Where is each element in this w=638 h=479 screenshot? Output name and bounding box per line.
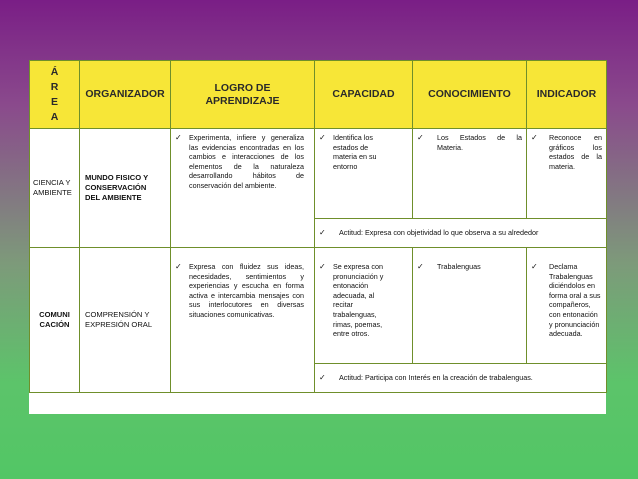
header-logro-line2: APRENDIZAJE bbox=[205, 94, 280, 107]
header-area-letter: R bbox=[50, 80, 59, 93]
conocimiento-cell bbox=[413, 248, 527, 364]
organizador-line: COMPRENSIÓN Y bbox=[85, 310, 150, 319]
capacidad-cell bbox=[315, 248, 413, 364]
check-icon: ✓ bbox=[417, 133, 424, 142]
area-line: COMUNI bbox=[39, 310, 70, 319]
area-cell bbox=[30, 248, 80, 393]
area-cell bbox=[30, 129, 80, 248]
area-line: CACIÓN bbox=[39, 320, 70, 329]
organizador-line: CONSERVACIÓN bbox=[85, 183, 147, 192]
capacidad-cell bbox=[315, 129, 413, 219]
header-organizador: ORGANIZADOR bbox=[80, 61, 171, 129]
table-row bbox=[30, 129, 607, 219]
organizador-line: EXPRESIÓN ORAL bbox=[85, 320, 153, 329]
check-icon: ✓ bbox=[319, 373, 326, 383]
header-area-letter: E bbox=[50, 95, 58, 108]
indicador-text: Reconoce en gráficos los estados de la materia. bbox=[549, 133, 602, 171]
organizador-cell bbox=[80, 129, 171, 248]
check-icon: ✓ bbox=[175, 262, 182, 271]
header-logro-line1: LOGRO DE bbox=[214, 81, 271, 94]
logro-cell bbox=[171, 129, 315, 248]
organizador-line: DEL AMBIENTE bbox=[85, 193, 142, 202]
header-row bbox=[30, 61, 607, 129]
actitud-cell bbox=[315, 218, 607, 247]
table-row bbox=[30, 248, 607, 364]
check-icon: ✓ bbox=[175, 133, 182, 142]
area-line: CIENCIA Y bbox=[33, 178, 71, 187]
logro-cell bbox=[171, 248, 315, 393]
check-icon: ✓ bbox=[319, 133, 326, 142]
capacidad-text: Se expresa con pronunciación y entonación adecuada, al recitar trabalenguas, rimas, poemas, entre otros. bbox=[333, 262, 384, 339]
header-indicador: INDICADOR bbox=[527, 61, 607, 129]
actitud-cell bbox=[315, 363, 607, 392]
actitud-text: Actitud: Expresa con objetividad lo que observa a su alrededor bbox=[339, 228, 539, 238]
area-line: AMBIENTE bbox=[33, 188, 72, 197]
curriculum-table bbox=[29, 60, 607, 393]
check-icon: ✓ bbox=[319, 262, 326, 271]
curriculum-table-sheet bbox=[29, 60, 606, 414]
conocimiento-cell bbox=[413, 129, 527, 219]
actitud-text: Actitud: Participa con Interés en la creación de trabalenguas. bbox=[339, 373, 533, 383]
organizador-line: MUNDO FISICO Y bbox=[85, 173, 149, 182]
header-area bbox=[30, 61, 80, 129]
conocimiento-text: Los Estados de la Materia. bbox=[437, 133, 522, 152]
capacidad-text: Identifica los estados de materia en su entorno bbox=[333, 133, 377, 171]
header-capacidad: CAPACIDAD bbox=[315, 61, 413, 129]
conocimiento-text: Trabalenguas bbox=[437, 262, 481, 271]
header-area-letter: Á bbox=[50, 65, 59, 78]
check-icon: ✓ bbox=[531, 262, 538, 271]
logro-text: Expresa con fluidez sus ideas, necesidades, sentimientos y experiencias y escucha en forma activa e intercambia mensajes con sus interlocutores en diversas situaciones comunicativas. bbox=[189, 262, 304, 319]
header-area-letter: A bbox=[50, 110, 59, 123]
header-conocimiento: CONOCIMIENTO bbox=[413, 61, 527, 129]
check-icon: ✓ bbox=[531, 133, 538, 142]
logro-text: Experimenta, infiere y generaliza las evidencias encontradas en los cambios e interacciones de los elementos de la naturaleza desarrollando hábitos de conservación del ambiente. bbox=[189, 133, 304, 190]
indicador-cell bbox=[527, 129, 607, 219]
check-icon: ✓ bbox=[319, 228, 326, 238]
organizador-cell bbox=[80, 248, 171, 393]
indicador-cell bbox=[527, 248, 607, 364]
header-logro bbox=[171, 61, 315, 129]
check-icon: ✓ bbox=[417, 262, 424, 271]
indicador-text: Declama Trabalenguas diciéndolos en forma oral a sus compañeros, con entonación y pronunciación adecuada. bbox=[549, 262, 601, 339]
